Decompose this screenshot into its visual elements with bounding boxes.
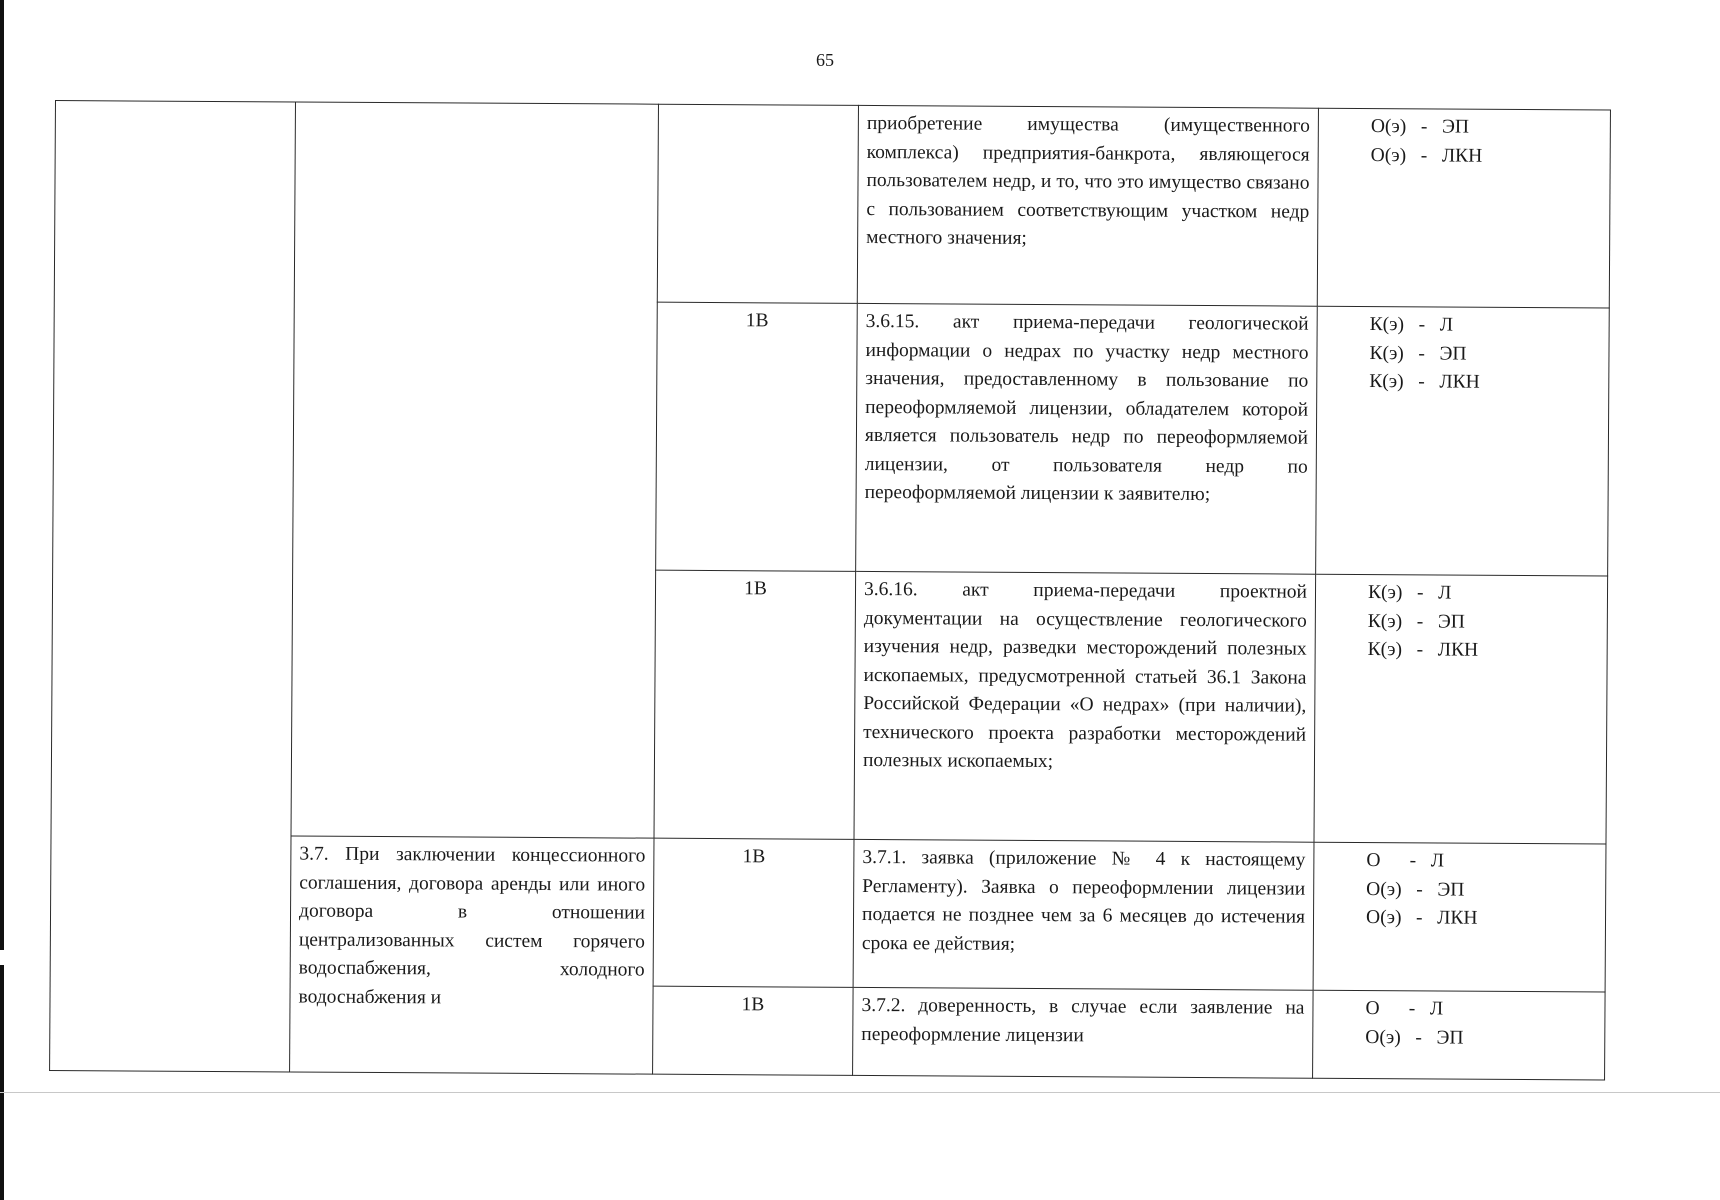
subsection-cell: 1В	[653, 986, 854, 1075]
code-line: О(э) - ЭП	[1370, 116, 1470, 138]
document-text: 3.6.15. акт приема-передачи геологической информации о недрах по участку недр местного значения, предоставленному в пользование по переоформляемой лицензии, обладателем которой является пользователь недр по переоформляемой лицензии, от пользователя недр по переоформляемой лицензии к заявителю;	[856, 303, 1318, 574]
code-line: О(э) - ЭП	[1366, 878, 1465, 901]
code-line: К(э) - ЛКН	[1367, 639, 1479, 661]
page-divider	[0, 1092, 1720, 1093]
code-line: О - Л	[1366, 850, 1445, 872]
scan-edge-mark	[0, 965, 4, 1200]
document-text: 3.7.1. заявка (приложение № 4 к настоящему Регламенту). Заявка о переоформлении лицензии подается не позднее чем за 6 месяцев до истечения срока ее действия;	[853, 839, 1314, 990]
document-text: приобретение имущества (имущественного комплекса) предприятия-банкрота, являющегося пользователем недр, и то, что это имущество связано с пользованием соответствующим участком недр местного значения;	[857, 105, 1318, 306]
subsection-cell: 1В	[653, 838, 854, 987]
code-line: К(э) - Л	[1369, 314, 1454, 336]
subsection-cell	[657, 104, 858, 303]
empty-cell	[50, 101, 296, 1072]
subsection-cell: 1В	[656, 302, 858, 571]
code-line: К(э) - ЛКН	[1369, 371, 1480, 393]
code-cell	[1317, 108, 1610, 308]
document-text: 3.6.16. акт приема-передачи проектной документации на осуществление геологического изучения недр, разведки месторождений полезных ископаемых, предусмотренной статьей 36.1 Закона Российской Федерации «О недрах» (при наличии), технического проекта разработки месторождений полезных ископаемых;	[854, 571, 1316, 842]
code-line: К(э) - Л	[1367, 582, 1452, 604]
subsection-cell: 1В	[654, 570, 856, 839]
empty-cell	[291, 102, 658, 838]
code-cell	[1316, 306, 1610, 576]
code-cell	[1314, 574, 1608, 844]
table-row	[54, 101, 1610, 308]
code-line: О - Л	[1365, 998, 1444, 1020]
section-3-7-text: 3.7. При заключении концессионного соглашения, договора аренды или иного договора в отношении централизованных систем горячего водоспабжения, холодного водоснабжения и	[290, 836, 654, 1074]
regulation-table	[49, 100, 1611, 1080]
code-cell	[1313, 990, 1606, 1080]
code-line: О(э) - ЭП	[1365, 1026, 1464, 1049]
scan-edge-mark	[0, 0, 4, 950]
code-line: О(э) - ЛКН	[1365, 907, 1478, 929]
document-text: 3.7.2. доверенность, в случае если заявление на переоформление лицензии	[853, 987, 1314, 1078]
page-number: 65	[816, 50, 834, 70]
code-line: К(э) - ЭП	[1367, 610, 1465, 633]
code-cell	[1313, 842, 1606, 992]
code-line: О(э) - ЛКН	[1370, 144, 1483, 167]
code-line: К(э) - ЭП	[1369, 342, 1467, 365]
